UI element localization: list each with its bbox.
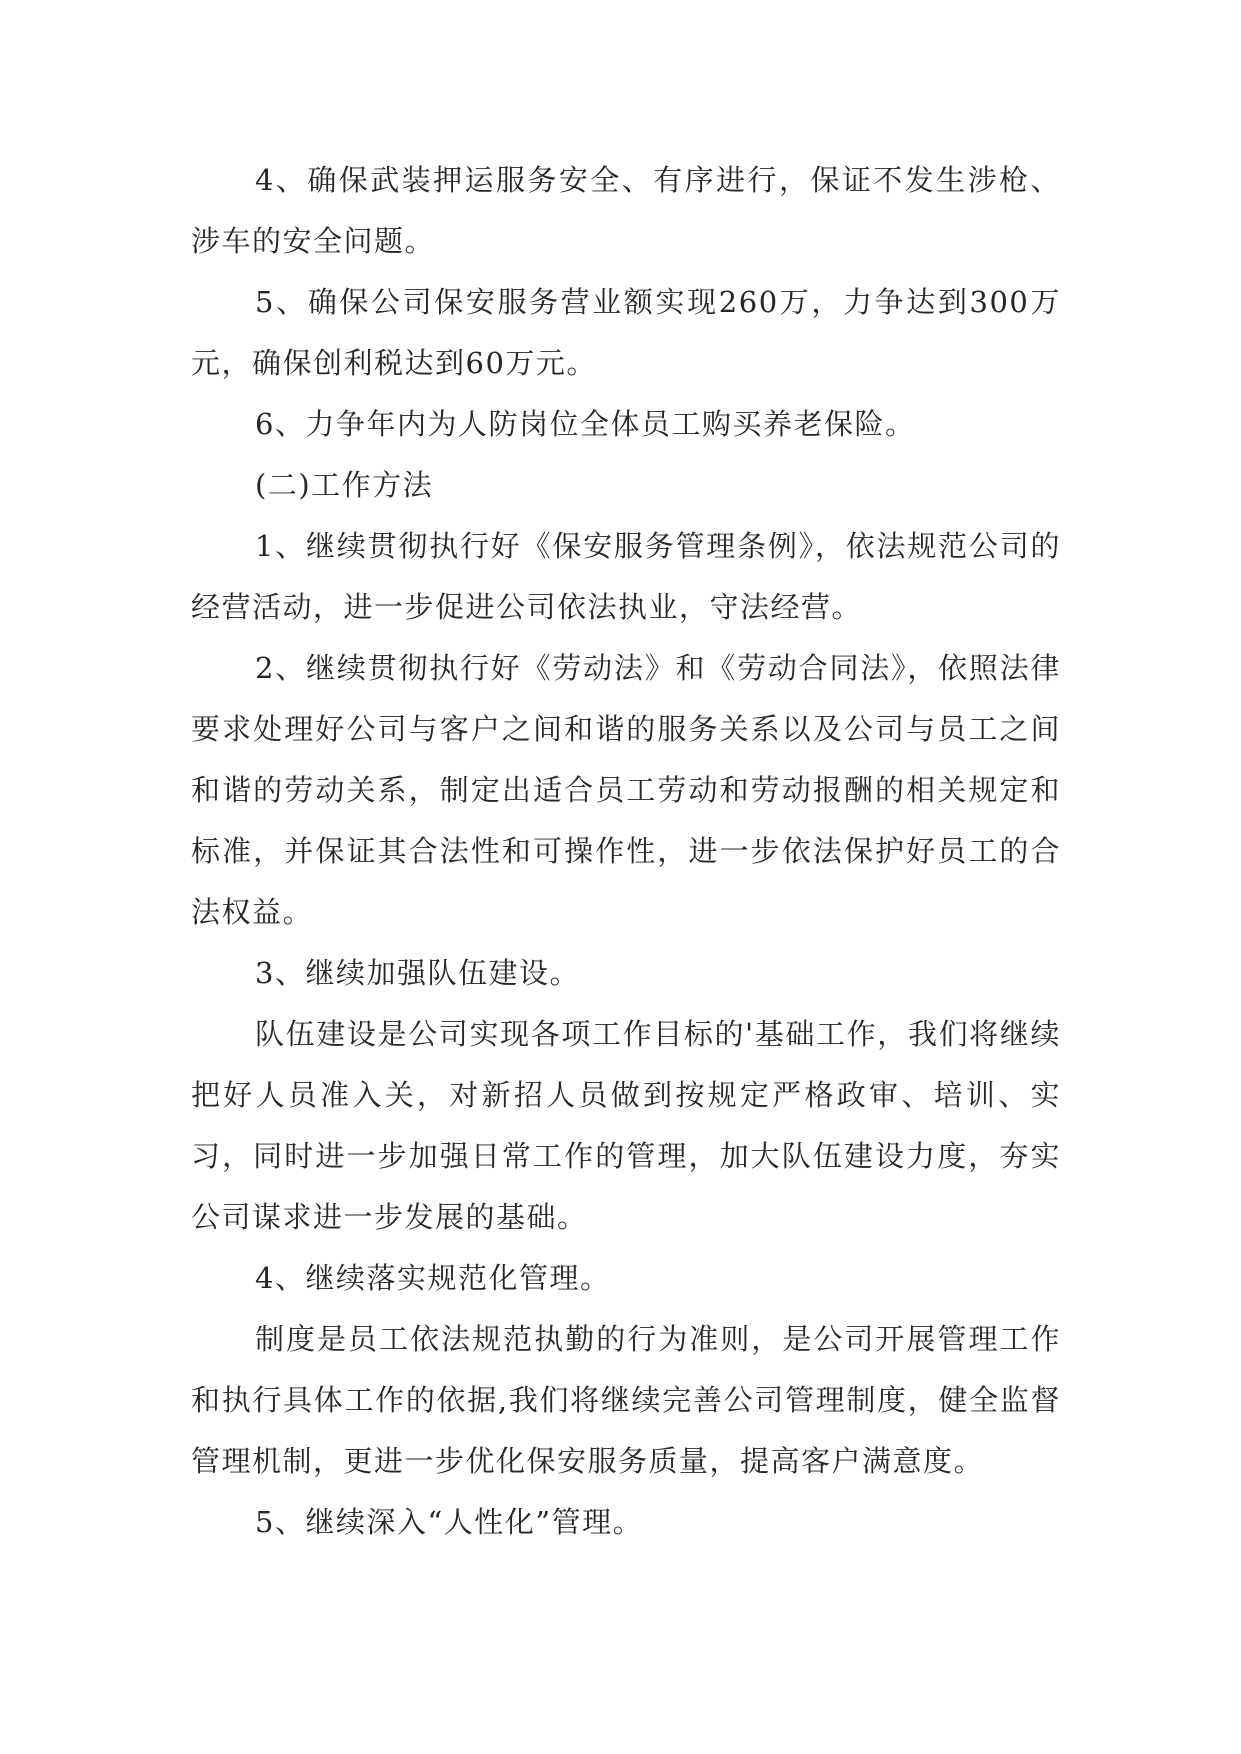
document-body <box>191 150 1061 1553</box>
paragraph-method-2: 2、继续贯彻执行好《劳动法》和《劳动合同法》，依照法律要求处理好公司与客户之间和谐的服务关系以及公司与员工之间和谐的劳动关系，制定出适合员工劳动和劳动报酬的相关规定和标准，并保证其合法性和可操作性，进一步依法保护好员工的合法权益。 <box>191 651 1061 929</box>
paragraph-method-1: 1、继续贯彻执行好《保安服务管理条例》，依法规范公司的经营活动，进一步促进公司依法执业，守法经营。 <box>191 529 1061 624</box>
paragraph-method-5-heading: 5、继续深入“人性化”管理。 <box>255 1505 644 1539</box>
section-heading-work-methods: (二)工作方法 <box>255 468 434 502</box>
paragraph-method-3-body: 队伍建设是公司实现各项工作目标的'基础工作，我们将继续把好人员准入关，对新招人员做到按规定严格政审、培训、实习，同时进一步加强日常工作的管理，加大队伍建设力度，夯实公司谋求进一步发展的基础。 <box>191 1017 1061 1234</box>
paragraph-goal-6: 6、力争年内为人防岗位全体员工购买养老保险。 <box>255 407 916 441</box>
paragraph-method-3-heading: 3、继续加强队伍建设。 <box>255 956 580 990</box>
paragraph-goal-4: 4、确保武装押运服务安全、有序进行，保证不发生涉枪、涉车的安全问题。 <box>191 163 1061 258</box>
paragraph-method-4-body: 制度是员工依法规范执勤的行为准则，是公司开展管理工作和执行具体工作的依据,我们将继续完善公司管理制度，健全监督管理机制，更进一步优化保安服务质量，提高客户满意度。 <box>191 1322 1061 1478</box>
paragraph-method-4-heading: 4、继续落实规范化管理。 <box>255 1261 611 1295</box>
paragraph-goal-5: 5、确保公司保安服务营业额实现260万，力争达到300万元，确保创利税达到60万元。 <box>191 285 1061 380</box>
